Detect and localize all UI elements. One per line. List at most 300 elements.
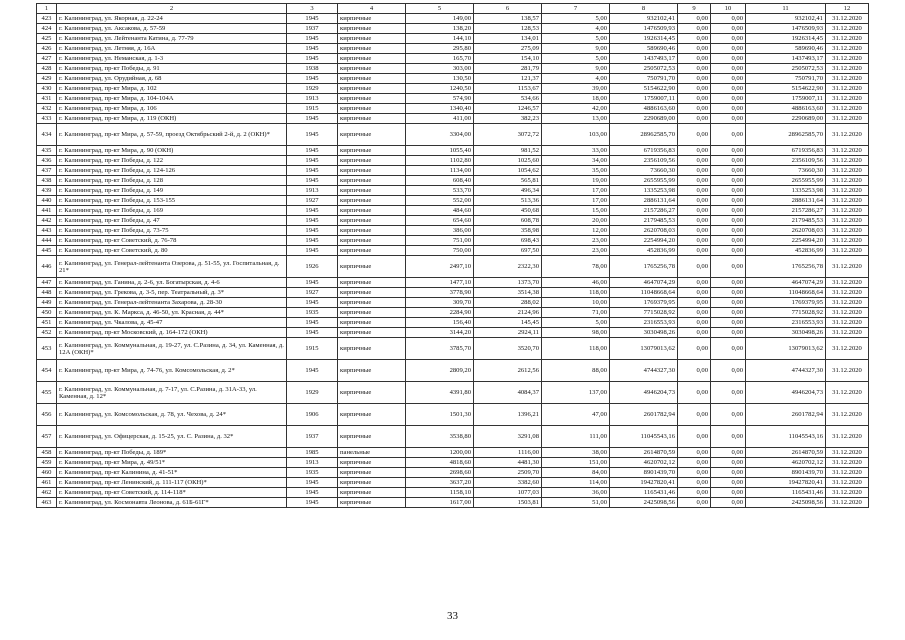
value-cell: 2497,10 (406, 256, 474, 278)
date-cell: 31.12.2020 (826, 156, 869, 166)
wall-material-cell: панельные (338, 448, 406, 458)
amount-cell: 750791,70 (610, 74, 678, 84)
date-cell: 31.12.2020 (826, 34, 869, 44)
year-cell: 1945 (287, 74, 338, 84)
column-number: 4 (338, 4, 406, 14)
value-cell: 1077,03 (474, 488, 542, 498)
year-cell: 1945 (287, 278, 338, 288)
amount-cell: 2505072,53 (610, 64, 678, 74)
date-cell: 31.12.2020 (826, 478, 869, 488)
amount-cell: 2157286,27 (746, 206, 826, 216)
row-number-cell: 440 (37, 196, 57, 206)
value-cell: 1373,70 (474, 278, 542, 288)
wall-material-cell: кирпичные (338, 94, 406, 104)
table-row (37, 186, 869, 196)
date-cell: 31.12.2020 (826, 216, 869, 226)
amount-cell: 2614870,59 (746, 448, 826, 458)
amount-cell: 11045543,16 (610, 426, 678, 448)
amount-cell: 0,00 (678, 246, 711, 256)
value-cell: 145,45 (474, 318, 542, 328)
wall-material-cell: кирпичные (338, 488, 406, 498)
amount-cell: 1165431,46 (746, 488, 826, 498)
row-number-cell: 436 (37, 156, 57, 166)
table-row (37, 468, 869, 478)
value-cell: 39,00 (542, 84, 610, 94)
address-cell: г. Калининград, пр-кт Победы, д. 73-75 (57, 226, 287, 236)
value-cell: 3304,00 (406, 124, 474, 146)
value-cell: 19,00 (542, 176, 610, 186)
amount-cell: 0,00 (711, 156, 746, 166)
address-cell: г. Калининград, ул. Лейтенанта Катина, д. 77-79 (57, 34, 287, 44)
year-cell: 1913 (287, 94, 338, 104)
amount-cell: 2356109,56 (746, 156, 826, 166)
wall-material-cell: кирпичные (338, 426, 406, 448)
value-cell: 1396,21 (474, 404, 542, 426)
amount-cell: 0,00 (711, 84, 746, 94)
table-row (37, 104, 869, 114)
amount-cell: 2356109,56 (610, 156, 678, 166)
year-cell: 1945 (287, 124, 338, 146)
wall-material-cell: кирпичные (338, 308, 406, 318)
wall-material-cell: кирпичные (338, 206, 406, 216)
address-cell: г. Калининград, ул. Летняя, д. 16А (57, 44, 287, 54)
wall-material-cell: кирпичные (338, 328, 406, 338)
table-row (37, 44, 869, 54)
year-cell: 1937 (287, 426, 338, 448)
amount-cell: 0,00 (711, 448, 746, 458)
amount-cell: 0,00 (711, 74, 746, 84)
amount-cell: 0,00 (711, 124, 746, 146)
value-cell: 608,78 (474, 216, 542, 226)
year-cell: 1906 (287, 404, 338, 426)
row-number-cell: 437 (37, 166, 57, 176)
value-cell: 98,00 (542, 328, 610, 338)
year-cell: 1945 (287, 216, 338, 226)
wall-material-cell: кирпичные (338, 124, 406, 146)
address-cell: г. Калининград, пр-кт Мира, д. 119 (ОКН) (57, 114, 287, 124)
row-number-cell: 447 (37, 278, 57, 288)
wall-material-cell: кирпичные (338, 246, 406, 256)
amount-cell: 0,00 (711, 278, 746, 288)
amount-cell: 0,00 (711, 104, 746, 114)
year-cell: 1945 (287, 176, 338, 186)
amount-cell: 0,00 (678, 84, 711, 94)
value-cell: 1340,40 (406, 104, 474, 114)
year-cell: 1915 (287, 338, 338, 360)
wall-material-cell: кирпичные (338, 256, 406, 278)
value-cell: 552,00 (406, 196, 474, 206)
wall-material-cell: кирпичные (338, 176, 406, 186)
value-cell: 46,00 (542, 278, 610, 288)
year-cell: 1945 (287, 236, 338, 246)
row-number-cell: 449 (37, 298, 57, 308)
table-row (37, 216, 869, 226)
row-number-cell: 445 (37, 246, 57, 256)
amount-cell: 0,00 (678, 318, 711, 328)
year-cell: 1945 (287, 114, 338, 124)
amount-cell: 0,00 (678, 308, 711, 318)
amount-cell: 1476509,93 (610, 24, 678, 34)
amount-cell: 1476509,93 (746, 24, 826, 34)
row-number-cell: 444 (37, 236, 57, 246)
column-number: 12 (826, 4, 869, 14)
address-cell: г. Калининград, пр-кт Калинина, д. 41-51* (57, 468, 287, 478)
address-cell: г. Калининград, ул. К. Маркса, д. 46-50, ул. Красная, д. 44* (57, 308, 287, 318)
value-cell: 4818,60 (406, 458, 474, 468)
value-cell: 23,00 (542, 236, 610, 246)
value-cell: 534,66 (474, 94, 542, 104)
address-cell: г. Калининград, пр-кт Мира, д. 57-59, проезд Октябрьский 2-й, д. 2 (ОКН)* (57, 124, 287, 146)
date-cell: 31.12.2020 (826, 448, 869, 458)
column-number: 10 (711, 4, 746, 14)
date-cell: 31.12.2020 (826, 298, 869, 308)
year-cell: 1935 (287, 308, 338, 318)
amount-cell: 1335253,98 (610, 186, 678, 196)
table-row (37, 426, 869, 448)
wall-material-cell: кирпичные (338, 216, 406, 226)
housing-register-table (36, 3, 869, 508)
value-cell: 750,00 (406, 246, 474, 256)
wall-material-cell: кирпичные (338, 226, 406, 236)
amount-cell: 0,00 (711, 216, 746, 226)
row-number-cell: 451 (37, 318, 57, 328)
address-cell: г. Калининград, ул. Грекова, д. 3-5, пер. Театральный, д. 3* (57, 288, 287, 298)
row-number-cell: 454 (37, 360, 57, 382)
address-cell: г. Калининград, пр-кт Победы, д. 128 (57, 176, 287, 186)
value-cell: 118,00 (542, 338, 610, 360)
amount-cell: 1437493,17 (746, 54, 826, 64)
amount-cell: 0,00 (678, 216, 711, 226)
amount-cell: 2601782,94 (746, 404, 826, 426)
value-cell: 3637,20 (406, 478, 474, 488)
wall-material-cell: кирпичные (338, 54, 406, 64)
value-cell: 36,00 (542, 488, 610, 498)
amount-cell: 2290689,00 (610, 114, 678, 124)
amount-cell: 0,00 (711, 256, 746, 278)
wall-material-cell: кирпичные (338, 64, 406, 74)
amount-cell: 2614870,59 (610, 448, 678, 458)
wall-material-cell: кирпичные (338, 478, 406, 488)
address-cell: г. Калининград, пр-кт Мира, д. 74-76, ул. Комсомольская, д. 2* (57, 360, 287, 382)
value-cell: 5,00 (542, 34, 610, 44)
value-cell: 1025,60 (474, 156, 542, 166)
row-number-cell: 460 (37, 468, 57, 478)
amount-cell: 1759007,11 (610, 94, 678, 104)
value-cell: 654,60 (406, 216, 474, 226)
value-cell: 151,00 (542, 458, 610, 468)
table-row (37, 14, 869, 24)
date-cell: 31.12.2020 (826, 278, 869, 288)
row-number-cell: 425 (37, 34, 57, 44)
table-row (37, 156, 869, 166)
wall-material-cell: кирпичные (338, 74, 406, 84)
table-row (37, 382, 869, 404)
table-row (37, 176, 869, 186)
value-cell: 3778,90 (406, 288, 474, 298)
amount-cell: 452836,99 (610, 246, 678, 256)
date-cell: 31.12.2020 (826, 458, 869, 468)
amount-cell: 0,00 (678, 488, 711, 498)
amount-cell: 0,00 (711, 404, 746, 426)
value-cell: 5,00 (542, 14, 610, 24)
value-cell: 9,00 (542, 44, 610, 54)
value-cell: 18,00 (542, 94, 610, 104)
amount-cell: 589690,46 (746, 44, 826, 54)
table-row (37, 488, 869, 498)
amount-cell: 2505072,53 (746, 64, 826, 74)
value-cell: 78,00 (542, 256, 610, 278)
wall-material-cell: кирпичные (338, 84, 406, 94)
year-cell: 1913 (287, 458, 338, 468)
address-cell: г. Калининград, пр-кт Мира, д. 106 (57, 104, 287, 114)
table-row (37, 318, 869, 328)
date-cell: 31.12.2020 (826, 360, 869, 382)
table-row (37, 360, 869, 382)
value-cell: 275,09 (474, 44, 542, 54)
date-cell: 31.12.2020 (826, 124, 869, 146)
wall-material-cell: кирпичные (338, 166, 406, 176)
date-cell: 31.12.2020 (826, 288, 869, 298)
address-cell: г. Калининград, пр-кт Мира, д. 49/51* (57, 458, 287, 468)
value-cell: 4,00 (542, 74, 610, 84)
value-cell: 71,00 (542, 308, 610, 318)
year-cell: 1927 (287, 196, 338, 206)
value-cell: 5,00 (542, 54, 610, 64)
amount-cell: 589690,46 (610, 44, 678, 54)
value-cell: 17,00 (542, 186, 610, 196)
table-row (37, 278, 869, 288)
amount-cell: 2655955,99 (746, 176, 826, 186)
year-cell: 1945 (287, 54, 338, 64)
amount-cell: 0,00 (678, 206, 711, 216)
amount-cell: 0,00 (711, 34, 746, 44)
amount-cell: 0,00 (678, 166, 711, 176)
year-cell: 1945 (287, 226, 338, 236)
value-cell: 533,70 (406, 186, 474, 196)
amount-cell: 3030498,26 (746, 328, 826, 338)
row-number-cell: 435 (37, 146, 57, 156)
value-cell: 1054,62 (474, 166, 542, 176)
value-cell: 281,79 (474, 64, 542, 74)
value-cell: 1477,10 (406, 278, 474, 288)
amount-cell: 0,00 (711, 196, 746, 206)
value-cell: 698,43 (474, 236, 542, 246)
column-number: 3 (287, 4, 338, 14)
row-number-cell: 463 (37, 498, 57, 508)
value-cell: 12,00 (542, 226, 610, 236)
amount-cell: 0,00 (711, 114, 746, 124)
value-cell: 154,10 (474, 54, 542, 64)
year-cell: 1985 (287, 448, 338, 458)
amount-cell: 0,00 (678, 298, 711, 308)
address-cell: г. Калининград, пр-кт Мира, д. 102 (57, 84, 287, 94)
amount-cell: 2425098,56 (746, 498, 826, 508)
value-cell: 3144,20 (406, 328, 474, 338)
amount-cell: 0,00 (678, 468, 711, 478)
row-number-cell: 424 (37, 24, 57, 34)
year-cell: 1945 (287, 206, 338, 216)
table-row (37, 298, 869, 308)
address-cell: г. Калининград, пр-кт Московский, д. 164-172 (ОКН) (57, 328, 287, 338)
wall-material-cell: кирпичные (338, 146, 406, 156)
table-row (37, 236, 869, 246)
column-number: 5 (406, 4, 474, 14)
amount-cell: 0,00 (678, 236, 711, 246)
amount-cell: 2425098,56 (610, 498, 678, 508)
amount-cell: 0,00 (711, 146, 746, 156)
amount-cell: 1165431,46 (610, 488, 678, 498)
value-cell: 34,00 (542, 156, 610, 166)
amount-cell: 2655955,99 (610, 176, 678, 186)
wall-material-cell: кирпичные (338, 458, 406, 468)
amount-cell: 0,00 (711, 498, 746, 508)
address-cell: г. Калининград, пр-кт Мира, д. 90 (ОКН) (57, 146, 287, 156)
amount-cell: 0,00 (678, 426, 711, 448)
address-cell: г. Калининград, ул. Космонавта Леонова, д. 61Б-61Г* (57, 498, 287, 508)
amount-cell: 0,00 (678, 478, 711, 488)
table-row (37, 196, 869, 206)
amount-cell: 1759007,11 (746, 94, 826, 104)
page-number: 33 (447, 610, 458, 622)
value-cell: 1246,57 (474, 104, 542, 114)
year-cell: 1945 (287, 166, 338, 176)
value-cell: 144,10 (406, 34, 474, 44)
date-cell: 31.12.2020 (826, 226, 869, 236)
value-cell: 2698,60 (406, 468, 474, 478)
value-cell: 111,00 (542, 426, 610, 448)
amount-cell: 1926314,45 (610, 34, 678, 44)
amount-cell: 0,00 (711, 288, 746, 298)
amount-cell: 0,00 (711, 166, 746, 176)
wall-material-cell: кирпичные (338, 382, 406, 404)
value-cell: 3514,38 (474, 288, 542, 298)
address-cell: г. Калининград, пр-кт Победы, д. 169 (57, 206, 287, 216)
amount-cell: 1765256,78 (746, 256, 826, 278)
date-cell: 31.12.2020 (826, 24, 869, 34)
row-number-cell: 429 (37, 74, 57, 84)
value-cell: 9,00 (542, 64, 610, 74)
value-cell: 103,00 (542, 124, 610, 146)
amount-cell: 0,00 (711, 186, 746, 196)
amount-cell: 7715028,92 (746, 308, 826, 318)
date-cell: 31.12.2020 (826, 146, 869, 156)
table-row (37, 288, 869, 298)
amount-cell: 0,00 (711, 318, 746, 328)
value-cell: 2924,11 (474, 328, 542, 338)
wall-material-cell: кирпичные (338, 104, 406, 114)
wall-material-cell: кирпичные (338, 278, 406, 288)
amount-cell: 0,00 (711, 488, 746, 498)
year-cell: 1945 (287, 328, 338, 338)
amount-cell: 4946204,73 (610, 382, 678, 404)
table-row (37, 84, 869, 94)
row-number-cell: 461 (37, 478, 57, 488)
address-cell: г. Калининград, ул. Орудийная, д. 68 (57, 74, 287, 84)
amount-cell: 19427820,41 (610, 478, 678, 488)
column-number: 7 (542, 4, 610, 14)
amount-cell: 0,00 (678, 448, 711, 458)
amount-cell: 0,00 (711, 64, 746, 74)
amount-cell: 0,00 (678, 104, 711, 114)
date-cell: 31.12.2020 (826, 114, 869, 124)
value-cell: 751,00 (406, 236, 474, 246)
date-cell: 31.12.2020 (826, 498, 869, 508)
address-cell: г. Калининград, ул. Офицерская, д. 15-25, ул. С. Разина, д. 32* (57, 426, 287, 448)
value-cell: 3520,70 (474, 338, 542, 360)
value-cell: 51,00 (542, 498, 610, 508)
table-row (37, 64, 869, 74)
value-cell: 1617,00 (406, 498, 474, 508)
address-cell: г. Калининград, пр-кт Победы, д. 149 (57, 186, 287, 196)
wall-material-cell: кирпичные (338, 404, 406, 426)
date-cell: 31.12.2020 (826, 338, 869, 360)
address-cell: г. Калининград, пр-кт Победы, д. 153-155 (57, 196, 287, 206)
row-number-cell: 430 (37, 84, 57, 94)
value-cell: 450,68 (474, 206, 542, 216)
value-cell: 23,00 (542, 246, 610, 256)
date-cell: 31.12.2020 (826, 166, 869, 176)
address-cell: г. Калининград, ул. Якорная, д. 22-24 (57, 14, 287, 24)
address-cell: г. Калининград, ул. Комсомольская, д. 78, ул. Чехова, д. 24* (57, 404, 287, 426)
address-cell: г. Калининград, ул. Чкалова, д. 45-47 (57, 318, 287, 328)
value-cell: 84,00 (542, 468, 610, 478)
amount-cell: 1335253,98 (746, 186, 826, 196)
amount-cell: 4647074,29 (610, 278, 678, 288)
year-cell: 1945 (287, 44, 338, 54)
value-cell: 4391,80 (406, 382, 474, 404)
amount-cell: 0,00 (678, 278, 711, 288)
amount-cell: 28962585,70 (610, 124, 678, 146)
year-cell: 1945 (287, 498, 338, 508)
amount-cell: 0,00 (678, 54, 711, 64)
value-cell: 1200,00 (406, 448, 474, 458)
address-cell: г. Калининград, пр-кт Ленинский, д. 111-117 (ОКН)* (57, 478, 287, 488)
amount-cell: 0,00 (678, 226, 711, 236)
amount-cell: 0,00 (711, 426, 746, 448)
amount-cell: 0,00 (711, 176, 746, 186)
wall-material-cell: кирпичные (338, 24, 406, 34)
year-cell: 1945 (287, 488, 338, 498)
table-row (37, 206, 869, 216)
wall-material-cell: кирпичные (338, 498, 406, 508)
year-cell: 1935 (287, 468, 338, 478)
amount-cell: 0,00 (678, 186, 711, 196)
value-cell: 981,52 (474, 146, 542, 156)
address-cell: г. Калининград, ул. Генерал-лейтенанта Захарова, д. 28-30 (57, 298, 287, 308)
amount-cell: 7715028,92 (610, 308, 678, 318)
value-cell: 17,00 (542, 196, 610, 206)
amount-cell: 6719356,83 (746, 146, 826, 156)
year-cell: 1945 (287, 298, 338, 308)
table-body (37, 4, 869, 508)
wall-material-cell: кирпичные (338, 14, 406, 24)
address-cell: г. Калининград, пр-кт Победы, д. 47 (57, 216, 287, 226)
address-cell: г. Калининград, ул. Ганина, д. 2-6, ул. Богатырская, д. 4-6 (57, 278, 287, 288)
table-row (37, 256, 869, 278)
amount-cell: 4744327,30 (746, 360, 826, 382)
address-cell: г. Калининград, пр-кт Победы, д. 91 (57, 64, 287, 74)
year-cell: 1945 (287, 318, 338, 328)
value-cell: 4481,30 (474, 458, 542, 468)
year-cell: 1929 (287, 382, 338, 404)
value-cell: 134,01 (474, 34, 542, 44)
value-cell: 1240,50 (406, 84, 474, 94)
table-row (37, 114, 869, 124)
date-cell: 31.12.2020 (826, 94, 869, 104)
table-row (37, 226, 869, 236)
value-cell: 565,81 (474, 176, 542, 186)
amount-cell: 0,00 (678, 156, 711, 166)
